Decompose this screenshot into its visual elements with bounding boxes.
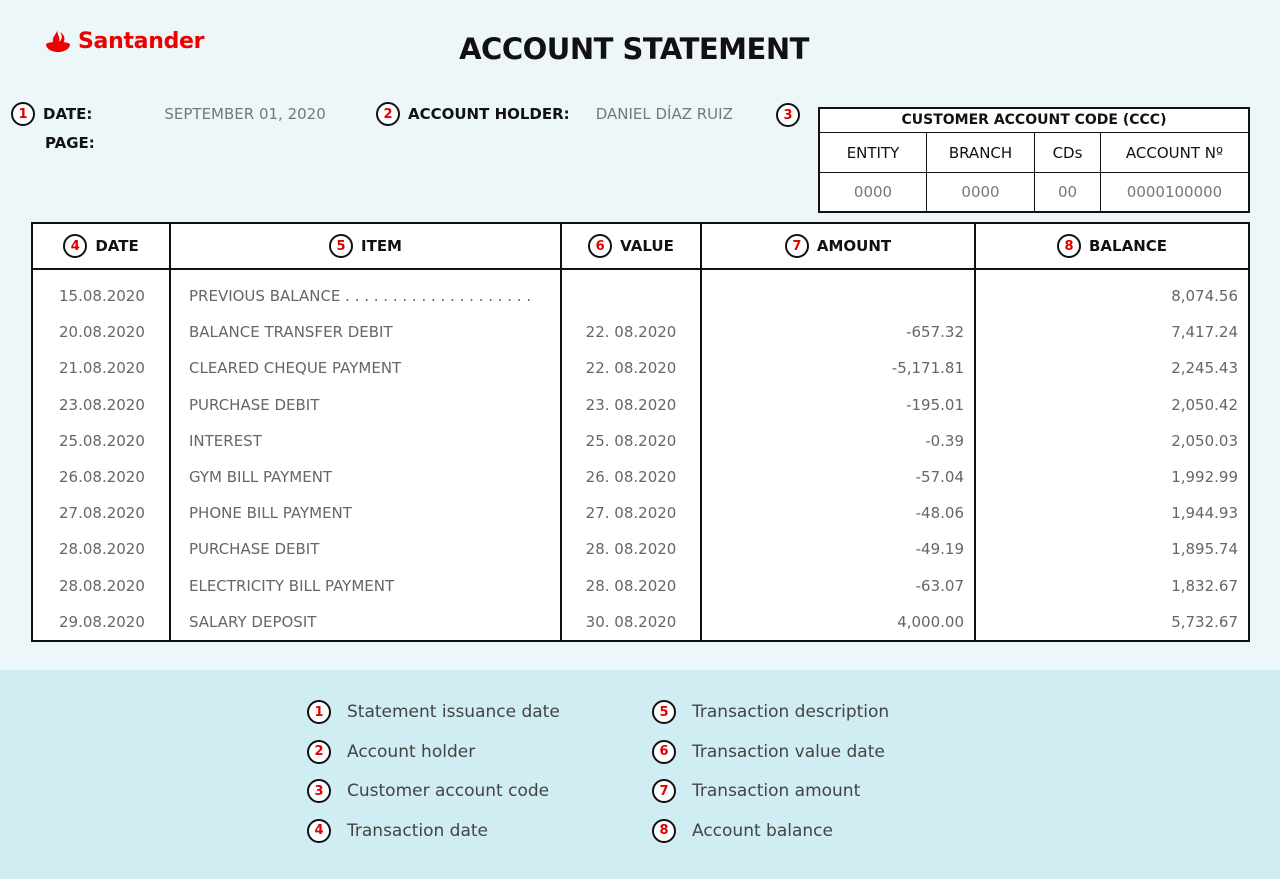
- marker-1: 1: [11, 102, 35, 126]
- cell-balance: 1,944.93: [1171, 504, 1238, 523]
- cell-date: 23.08.2020: [59, 395, 145, 414]
- date-label: DATE:: [43, 105, 93, 123]
- cell-date: 27.08.2020: [59, 504, 145, 523]
- cell-amount: -49.19: [915, 540, 964, 559]
- table-header: [33, 224, 1248, 270]
- cell-date: 28.08.2020: [59, 540, 145, 559]
- header-balance-label: BALANCE: [1088, 237, 1168, 255]
- legend-text: Transaction date: [347, 820, 488, 841]
- cell-balance: 1,992.99: [1171, 467, 1238, 486]
- marker-6: 6: [588, 234, 612, 258]
- ccc-col-account: ACCOUNT Nº: [1101, 133, 1248, 173]
- marker-5: 5: [329, 234, 353, 258]
- legend-text: Customer account code: [347, 781, 550, 801]
- cell-value: 28. 08.2020: [585, 540, 677, 559]
- cell-value: 22. 08.2020: [585, 359, 677, 378]
- marker-4: 4: [63, 234, 87, 258]
- cell-item: CLEARED CHEQUE PAYMENT: [189, 359, 402, 378]
- legend-item: [652, 819, 889, 843]
- page-label: PAGE:: [45, 134, 95, 152]
- cell-item: INTEREST: [189, 431, 262, 450]
- ccc-title: CUSTOMER ACCOUNT CODE (CCC): [820, 109, 1248, 133]
- cell-item: ELECTRICITY BILL PAYMENT: [189, 576, 395, 595]
- marker-2: 2: [376, 102, 400, 126]
- legend-item: [307, 779, 560, 803]
- ccc-val-account: 0000100000: [1126, 183, 1223, 201]
- cell-balance: 2,050.42: [1171, 395, 1238, 414]
- cell-value: 27. 08.2020: [585, 504, 677, 523]
- ccc-grid: [820, 133, 1248, 211]
- legend-text: Transaction description: [692, 702, 890, 722]
- legend-item: [307, 700, 560, 724]
- marker-7: 7: [785, 234, 809, 258]
- marker-8: 8: [1057, 234, 1081, 258]
- cell-date: 25.08.2020: [59, 431, 145, 450]
- cell-amount: -195.01: [906, 395, 964, 414]
- table-body: [33, 270, 1248, 640]
- legend-text: Account holder: [347, 741, 476, 762]
- page-title: ACCOUNT STATEMENT: [459, 32, 809, 66]
- legend-marker: 3: [307, 779, 331, 803]
- cell-balance: 8,074.56: [1171, 287, 1238, 305]
- header-value-label: VALUE: [620, 237, 674, 255]
- legend-item: [652, 700, 889, 724]
- header-balance: [976, 224, 1248, 268]
- cell-item: SALARY DEPOSIT: [189, 612, 317, 631]
- cell-date: 20.08.2020: [59, 323, 145, 342]
- cell-date: 15.08.2020: [59, 287, 145, 305]
- cell-amount: 4,000.00: [897, 612, 964, 631]
- legend-marker: 2: [307, 740, 331, 764]
- cell-amount: -0.39: [925, 431, 964, 450]
- logo-text: Santander: [78, 28, 205, 54]
- ccc-col-entity: ENTITY: [820, 133, 927, 173]
- legend-marker: 5: [652, 700, 676, 724]
- cell-date: 29.08.2020: [59, 612, 145, 631]
- legend-text: Account balance: [692, 820, 833, 841]
- column-amount: [702, 270, 976, 640]
- cell-balance: 1,832.67: [1171, 576, 1238, 595]
- cell-date: 21.08.2020: [59, 359, 145, 378]
- date-row: [11, 102, 326, 126]
- cell-amount: -5,171.81: [891, 359, 964, 378]
- cell-value: 22. 08.2020: [585, 323, 677, 342]
- ccc-val-branch: 0000: [927, 173, 1035, 211]
- marker-3: 3: [776, 103, 800, 127]
- cell-value: 30. 08.2020: [585, 612, 677, 631]
- cell-value: 26. 08.2020: [585, 467, 677, 486]
- cell-item: BALANCE TRANSFER DEBIT: [189, 323, 393, 342]
- cell-balance: 2,050.03: [1171, 431, 1238, 450]
- legend-text: Statement issuance date: [347, 702, 560, 722]
- header-amount-label: AMOUNT: [816, 237, 892, 255]
- legend-left: [307, 700, 560, 843]
- cell-balance: 5,732.67: [1171, 612, 1238, 631]
- legend-item: [307, 740, 560, 764]
- holder-value: DANIEL DÍAZ RUIZ: [595, 105, 733, 123]
- legend-right: [652, 700, 889, 843]
- customer-account-code-box: [818, 107, 1250, 213]
- legend-item: [307, 819, 560, 843]
- cell-balance: 1,895.74: [1171, 540, 1238, 559]
- cell-value: 28. 08.2020: [585, 576, 677, 595]
- ccc-val-entity: 0000: [820, 173, 927, 211]
- column-value: [562, 270, 702, 640]
- legend-marker: 8: [652, 819, 676, 843]
- ccc-col-cds: CDs: [1035, 133, 1101, 173]
- column-balance: [976, 270, 1248, 640]
- header-date: [33, 224, 171, 268]
- cell-balance: 7,417.24: [1171, 323, 1238, 342]
- cell-amount: [702, 282, 974, 318]
- cell-amount: -657.32: [906, 323, 964, 342]
- header-date-label: DATE: [95, 237, 139, 255]
- header-item-label: ITEM: [361, 237, 402, 255]
- legend-marker: 7: [652, 779, 676, 803]
- transactions-table: [31, 222, 1250, 642]
- cell-amount: -48.06: [915, 504, 964, 523]
- legend-marker: 1: [307, 700, 331, 724]
- ccc-col-branch: BRANCH: [927, 133, 1035, 173]
- legend-item: [652, 740, 889, 764]
- cell-value: 25. 08.2020: [585, 431, 677, 450]
- cell-item: PHONE BILL PAYMENT: [189, 504, 352, 523]
- header-item: [171, 224, 562, 268]
- cell-item: PREVIOUS BALANCE . . . . . . . . . . . . . . . . . . . .: [189, 287, 532, 305]
- holder-label: ACCOUNT HOLDER:: [408, 105, 570, 123]
- legend-item: [652, 779, 889, 803]
- ccc-marker-row: [776, 103, 800, 127]
- holder-row: [376, 102, 733, 126]
- legend-marker: 6: [652, 740, 676, 764]
- column-date: [33, 270, 171, 640]
- legend-area: [0, 670, 1280, 879]
- column-item: [171, 270, 562, 640]
- cell-value: [562, 282, 700, 318]
- cell-item: PURCHASE DEBIT: [189, 540, 320, 559]
- cell-date: 28.08.2020: [59, 576, 145, 595]
- legend-text: Transaction value date: [692, 741, 885, 762]
- legend-marker: 4: [307, 819, 331, 843]
- header-amount: [702, 224, 976, 268]
- ccc-val-cds: 00: [1035, 173, 1101, 211]
- legend-text: Transaction amount: [692, 781, 861, 801]
- cell-item: GYM BILL PAYMENT: [189, 467, 333, 486]
- cell-date: 26.08.2020: [59, 467, 145, 486]
- cell-amount: -57.04: [915, 467, 964, 486]
- cell-amount: -63.07: [915, 576, 964, 595]
- cell-balance: 2,245.43: [1171, 359, 1238, 378]
- cell-item: PURCHASE DEBIT: [189, 395, 320, 414]
- page-row: [45, 134, 95, 152]
- header-value: [562, 224, 702, 268]
- date-value: SEPTEMBER 01, 2020: [164, 105, 326, 123]
- cell-value: 23. 08.2020: [585, 395, 677, 414]
